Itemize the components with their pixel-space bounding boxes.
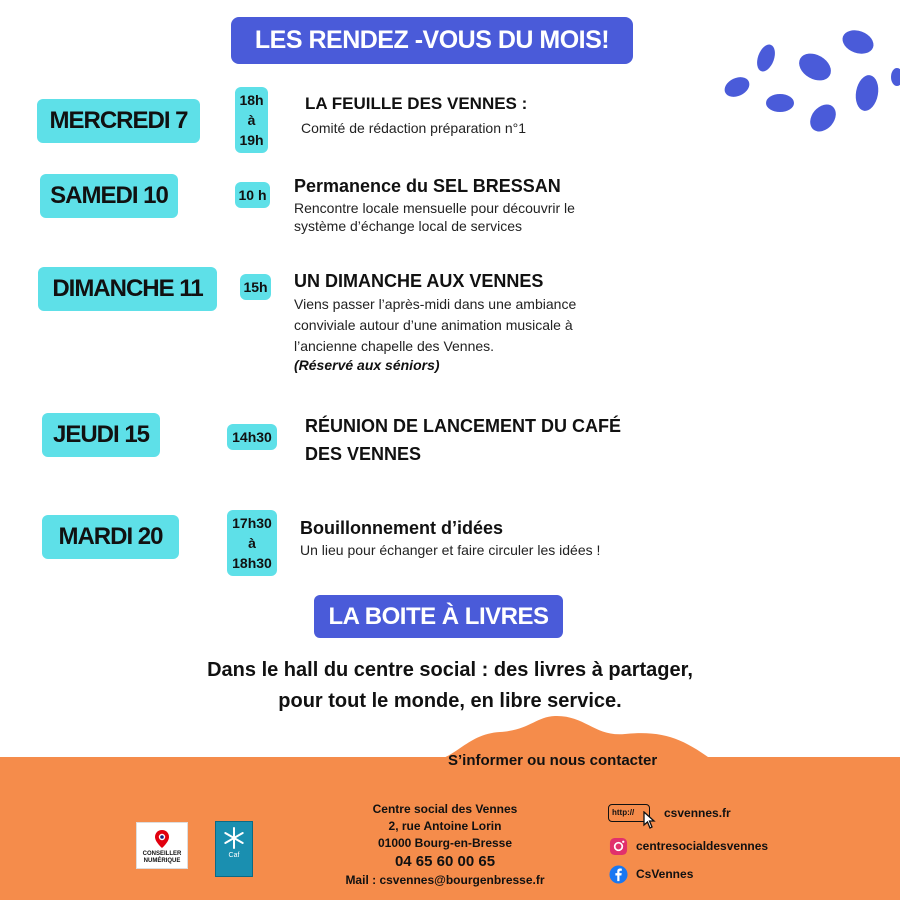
time-text: 10 h <box>238 187 267 203</box>
day-badge: JEUDI 15 <box>42 413 160 457</box>
conseiller-numerique-logo <box>136 822 188 869</box>
time-badge <box>240 274 271 300</box>
event-desc: Comité de rédaction préparation n°1 <box>301 120 527 136</box>
time-text: 17h30 <box>232 515 272 531</box>
web-icon-label: http:// <box>612 808 635 817</box>
day-badge: SAMEDI 10 <box>40 174 178 218</box>
event-title: UN DIMANCHE AUX VENNES <box>294 271 544 291</box>
page-title: LES RENDEZ -VOUS DU MOIS! <box>231 17 633 64</box>
event-desc: l’ancienne chapelle des Vennes. <box>294 338 495 354</box>
time-text: à <box>247 112 256 128</box>
contact-heading: S’informer ou nous contacter <box>448 752 658 769</box>
facebook-link[interactable]: CsVennes <box>636 867 694 881</box>
facebook-row[interactable] <box>608 864 693 884</box>
day-badge: MARDI 20 <box>42 515 179 559</box>
snowflake-icon <box>222 826 246 850</box>
event-desc: système d’échange local de services <box>294 218 523 234</box>
time-badge <box>235 182 270 208</box>
address-name: Centre social des Vennes <box>372 802 518 816</box>
conseiller-numerique-text: CONSEILLER NUMÉRIQUE <box>142 851 182 864</box>
event-title: RÉUNION DE LANCEMENT DU CAFÉ <box>305 416 622 436</box>
time-text: 14h30 <box>232 429 272 445</box>
web-icon <box>608 804 650 822</box>
time-text: 18h30 <box>232 555 272 571</box>
address-phone: 04 65 60 00 65 <box>394 853 496 870</box>
time-text: à <box>248 535 256 551</box>
address-mail[interactable]: Mail : csvennes@bourgenbresse.fr <box>345 873 545 887</box>
location-pin-icon <box>155 830 169 848</box>
boite-line: pour tout le monde, en libre service. <box>278 690 622 712</box>
instagram-icon <box>608 836 628 856</box>
time-text: 19h <box>239 132 264 148</box>
time-badge <box>227 510 277 576</box>
instagram-row[interactable] <box>608 836 768 856</box>
event-note: (Réservé aux séniors) <box>294 357 440 373</box>
event-desc: conviviale autour d’une animation musicale à <box>294 317 573 333</box>
event-desc: Rencontre locale mensuelle pour découvrir le <box>294 200 575 216</box>
time-badge <box>227 424 277 450</box>
instagram-link[interactable]: centresocialdesvennes <box>636 839 769 853</box>
day-badge: MERCREDI 7 <box>37 99 200 143</box>
website-row[interactable] <box>608 804 731 822</box>
caf-text: Caf <box>228 852 240 859</box>
day-badge: DIMANCHE 11 <box>38 267 217 311</box>
facebook-icon <box>608 864 628 884</box>
event-title: Bouillonnement d’idées <box>300 518 504 538</box>
decorative-blobs <box>715 25 900 140</box>
website-link[interactable]: csvennes.fr <box>664 806 731 820</box>
address-street: 2, rue Antoine Lorin <box>388 819 502 833</box>
time-text: 15h <box>243 279 268 295</box>
caf-logo <box>215 821 253 877</box>
address-city: 01000 Bourg-en-Bresse <box>377 836 513 850</box>
time-badge <box>235 87 268 153</box>
event-title: Permanence du SEL BRESSAN <box>294 176 561 196</box>
cursor-icon <box>643 811 657 829</box>
time-text: 18h <box>239 92 264 108</box>
event-desc: Un lieu pour échanger et faire circuler les idées ! <box>300 542 601 558</box>
event-title: LA FEUILLE DES VENNES : <box>305 94 528 113</box>
boite-title: LA BOITE À LIVRES <box>314 595 563 638</box>
event-title: DES VENNES <box>305 444 422 464</box>
event-desc: Viens passer l’après-midi dans une ambiance <box>294 296 577 312</box>
boite-line: Dans le hall du centre social : des livres à partager, <box>207 659 693 681</box>
